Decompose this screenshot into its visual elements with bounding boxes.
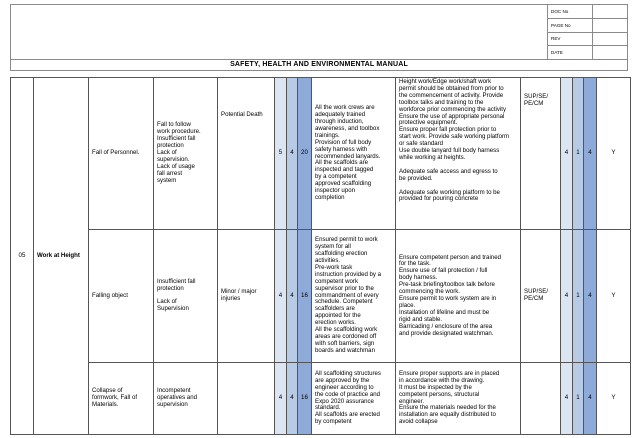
section-number: 05 — [11, 78, 34, 435]
responsibility — [521, 363, 561, 435]
residual-severity: 1 — [573, 78, 584, 230]
existing-controls: Ensured permit to work system for all scaffolding erection activities. Pre-work task instruction provided by a competent work supervisor prior to the commandment of every schedule. Competent scaffolders are appointed for the erection works. All the scaffolding work areas are cordoned off with soft barriers, sign boards and watchman — [312, 230, 396, 363]
risk-rating: 20 — [298, 78, 312, 230]
residual-risk: 4 — [584, 363, 597, 435]
table-row — [11, 363, 631, 435]
page-no-value — [593, 18, 628, 32]
acceptable: Y — [597, 230, 631, 363]
cause: Fall to follow work procedure. Insufficient fall protection Lack of supervision. Lack of usage fall arrest system — [154, 78, 218, 230]
likelihood: 4 — [275, 230, 287, 363]
manual-title: SAFETY, HEALTH AND ENVIRONMENTAL MANUAL — [10, 59, 628, 71]
residual-risk: 4 — [584, 78, 597, 230]
additional-controls: Height work/Edge work/shaft work permit should be obtained from prior to the commencement of activity. Provide toolbox talks and training to the workforce prior commencing the activity Ensure the use of appropriate personal protective equipment. Ensure proper fall protection prior to start work. Provide safe working platform or safe standard Use double lanyard full body harness while working at heights. Adequate safe access and egress to be provided. Adequate safe working platform to be provided for pouring concrete — [396, 78, 521, 230]
additional-controls: Ensure competent person and trained for the task. Ensure use of fall protection / full body harness. Pre-task briefing/toolbox talk before commencing the work. Ensure permit to work system are in place. Installation of lifeline and must be rigid and stable. Barricading / enclosure of the area and provide designated watchman. — [396, 230, 521, 363]
residual-likelihood: 4 — [561, 78, 573, 230]
hazard: Collapse of formwork, Fall of Materials. — [89, 363, 154, 435]
document-header — [10, 4, 628, 60]
residual-severity: 1 — [573, 230, 584, 363]
existing-controls: All the work crews are adequately trained through induction, awareness, and toolbox trainings. Provision of full body safety harness with recommended lanyards. All the scaffolds are inspected and tagged by a competent approved scaffolding inspector upon completion — [312, 78, 396, 230]
page-no-label: PAGE No — [548, 18, 593, 32]
risk-rating: 16 — [298, 363, 312, 435]
likelihood: 4 — [275, 363, 287, 435]
table-row — [11, 78, 631, 230]
responsibility: SUP/SE/ PE/CM — [521, 230, 561, 363]
effect: Potential Death — [218, 78, 275, 230]
acceptable: Y — [597, 78, 631, 230]
effect: Minor / major injuries — [218, 230, 275, 363]
doc-no-value — [593, 5, 628, 19]
doc-no-label: DOC No — [548, 5, 593, 19]
effect — [218, 363, 275, 435]
activity-name: Work at Height — [34, 78, 89, 435]
likelihood: 5 — [275, 78, 287, 230]
date-label: DATE — [548, 46, 593, 60]
severity: 4 — [287, 363, 298, 435]
residual-likelihood: 4 — [561, 363, 573, 435]
residual-likelihood: 4 — [561, 230, 573, 363]
risk-rating: 16 — [298, 230, 312, 363]
cause: Insufficient fall protection Lack of Supervision — [154, 230, 218, 363]
residual-severity: 1 — [573, 363, 584, 435]
date-value — [593, 46, 628, 60]
acceptable: Y — [597, 363, 631, 435]
existing-controls: All scaffolding structures are approved by the engineer according to the code of practice and Expo 2020 assurance standard. All scaffolds are erected by competent — [312, 363, 396, 435]
rev-value — [593, 32, 628, 46]
header-blank-area — [11, 5, 548, 60]
hazard: Falling object — [89, 230, 154, 363]
severity: 4 — [287, 78, 298, 230]
hazard: Fall of Personnel. — [89, 78, 154, 230]
risk-assessment-table — [10, 77, 631, 435]
table-row — [11, 230, 631, 363]
rev-label: REV — [548, 32, 593, 46]
responsibility: SUP/SE/ PE/CM — [521, 78, 561, 230]
severity: 4 — [287, 230, 298, 363]
cause: Incompetent operatives and supervision — [154, 363, 218, 435]
additional-controls: Ensure proper supports are in placed in accordance with the drawing. It must be inspected by the competent persons, structural engineer. Ensure the materials needed for the installation are equally distributed to avoid collapse — [396, 363, 521, 435]
residual-risk: 4 — [584, 230, 597, 363]
